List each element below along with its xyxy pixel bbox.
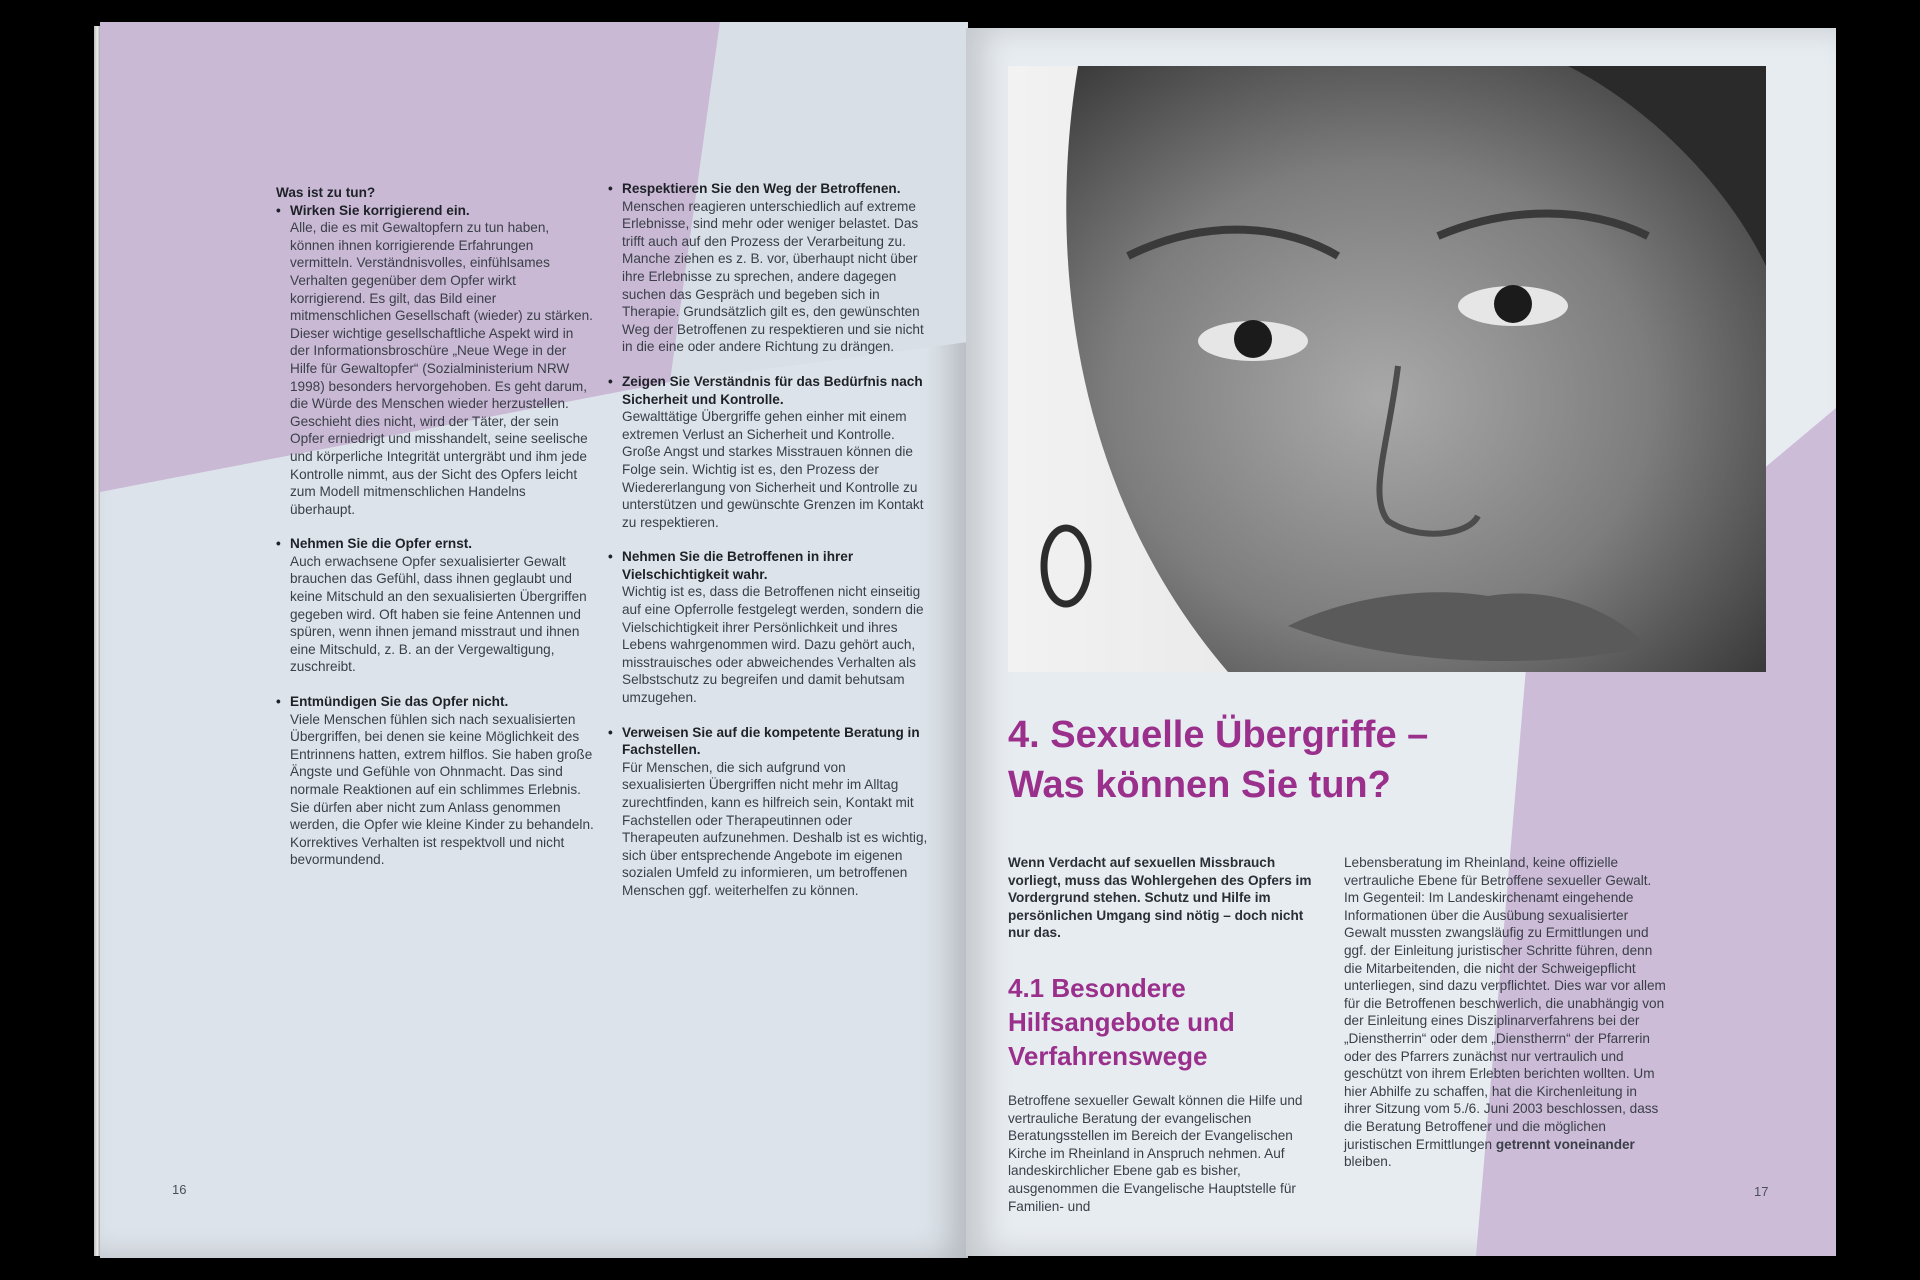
list-item: • Wirken Sie korrigierend ein. Alle, die es mit Gewaltopfern zu tun haben, können ihnen korrigierende Erfahrungen vermitteln. Verständnisvolles, einfühlsames Verhalten gegenüber dem Opfer wirkt korrigierend. Es gilt, das Bild einer mitmenschlichen Gesellschaft (wieder) zu stärken. Dieser wichtige gesellschaftliche Aspekt wird in der Informationsbroschüre „Neue Wege in der Hilfe für Gewaltopfer“ (Sozialministerium NRW 1998) besonders hervorgehoben. Es geht darum, die Würde des Menschen wieder herzustellen. Geschieht dies nicht, wird der Täter, der sein Opfer erniedrigt und misshandelt, seine seelische und körperliche Integrität untergräbt und ihm jede Kontrolle nimmt, aus der Sicht des Opfers leicht zum Modell mitmenschlichen Handelns überhaupt. <box>276 202 593 517</box>
bullet-text: Menschen reagieren unterschiedlich auf extreme Erlebnisse, sind mehr oder weniger belastet. Das trifft auch auf den Prozess der Verarbeitung zu. Manche ziehen es z. B. vor, überhaupt nicht über ihre Erlebnisse zu sprechen, andere dagegen suchen das Gespräch und begeben sich in Therapie. Grundsätzlich gilt es, den gewünschten Weg der Betroffenen zu respektieren und sie nicht in die eine oder andere Richtung zu drängen. <box>622 198 924 355</box>
list-item: • Nehmen Sie die Opfer ernst. Auch erwachsene Opfer sexualisierter Gewalt brauchen das Gefühl, dass ihnen geglaubt und keine Mitschuld an den sexualisierten Übergriffen gegeben wird. Oft haben sie feine Antennen und spüren, wenn ihnen jemand misstraut und ihnen eine Mitschuld, z. B. an der Vergewaltigung, zuschreibt. <box>276 535 594 676</box>
body-text-left: Betroffene sexueller Gewalt können die Hilfe und vertrauliche Beratung der evangelischen Beratungsstellen im Bereich der Evangelischen Kirche im Rheinland in Anspruch nehmen. Auf landeskirchlicher Ebene gab es bisher, ausgenommen die Evangelische Hauptstelle für Familien- und <box>1008 1093 1303 1214</box>
list-item: • Nehmen Sie die Betroffenen in ihrer Vielschichtigkeit wahr. Wichtig ist es, dass die Betroffenen nicht einseitig auf eine Opferrolle festgelegt werden, sondern die Vielschichtigkeit ihrer Persönlichkeit und ihres Lebens wahrgenommen wird. Dazu gehört auch, misstrauisches oder abweichendes Verhalten als Selbstschutz zu begreifen und damit behutsam umzugehen. <box>608 548 930 706</box>
bullet-text: Wichtig ist es, dass die Betroffenen nicht einseitig auf eine Opferrolle festgelegt werden, sondern die Vielschichtigkeit ihrer Persönlichkeit und ihres Lebens wahrgenommen wird. Dazu gehört auch, misstrauisches oder abweichendes Verhalten als Selbstschutz zu begreifen und damit behutsam umzugehen. <box>622 584 924 706</box>
list-item: • Entmündigen Sie das Opfer nicht. Viele Menschen fühlen sich nach sexualisierten Übergriffen, bei denen sie keine Möglichkeit des Entrinnens hatten, extrem hilflos. Sie haben große Ängste und Gefühle von Ohnmacht. Das sind normale Reaktionen auf ein schlimmes Erlebnis. Sie dürfen aber nicht zum Anlass genommen werden, die Opfer wie kleine Kinder zu behandeln. Korrektives Verhalten ist respektvoll und nicht bevormundend. <box>276 694 594 868</box>
list-item: • Zeigen Sie Verständnis für das Bedürfnis nach Sicherheit und Kontrolle. Gewalttätige Übergriffe gehen einher mit einem extremen Verlust an Sicherheit und Kontrolle. Große Angst und starkes Misstrauen können die Folge sein. Wichtig ist es, den Prozess der Wiedererlangung von Sicherheit und Kontrolle zu unterstützen und gewünschte Grenzen im Kontakt zu respektieren. <box>608 373 930 531</box>
bullet-title: Wirken Sie korrigierend ein. <box>290 202 470 218</box>
bullet-text: Auch erwachsene Opfer sexualisierter Gewalt brauchen das Gefühl, dass ihnen geglaubt und keine Mitschuld an den sexualisierten Übergriffen gegeben wird. Oft haben sie feine Antennen und spüren, wenn ihnen jemand misstraut und ihnen eine Mitschuld, z. B. an der Vergewaltigung, zuschreibt. <box>290 553 587 675</box>
section-title <box>1008 971 1235 1073</box>
bullet-title: Verweisen Sie auf die kompetente Beratung in Fachstellen. <box>622 724 920 758</box>
chapter-title-line1: 4. Sexuelle Übergriffe – <box>1008 714 1429 756</box>
emphasis-text: getrennt voneinander <box>1495 1136 1635 1152</box>
bullet-title: Respektieren Sie den Weg der Betroffenen. <box>622 181 901 196</box>
list-item: • Verweisen Sie auf die kompetente Beratung in Fachstellen. Für Menschen, die sich aufgrund von sexualisierten Übergriffen nicht mehr im Alltag zurechtfinden, kann es hilfreich sein, Kontakt mit Fachstellen oder Therapeutinnen oder Therapeuten aufzunehmen. Deshalb ist es wichtig, sich über entsprechende Angebote im eigenen sozialen Umfeld zu informieren, um betroffenen Menschen ggf. weiterhelfen zu können. <box>608 724 930 900</box>
list-item: • Respektieren Sie den Weg der Betroffenen. Menschen reagieren unterschiedlich auf extreme Erlebnisse, sind mehr oder weniger belastet. Das trifft auch auf den Prozess der Verarbeitung zu. Manche ziehen es z. B. vor, überhaupt nicht über ihre Erlebnisse zu sprechen, andere dagegen suchen das Gespräch und begeben sich in Therapie. Grundsätzlich gilt es, den gewünschten Weg der Betroffenen zu respektieren und sie nicht in die eine oder andere Richtung zu drängen. <box>608 180 930 356</box>
bullet-title: Entmündigen Sie das Opfer nicht. <box>290 694 509 710</box>
page-number-right: 17 <box>1754 1184 1769 1199</box>
chapter-title <box>1008 710 1428 810</box>
bullet-text: Für Menschen, die sich aufgrund von sexualisierten Übergriffen nicht mehr im Alltag zurechtfinden, kann es hilfreich sein, Kontakt mit Fachstellen oder Therapeutinnen oder Therapeuten aufzunehmen. Deshalb ist es wichtig, sich über entsprechende Angebote im eigenen sozialen Umfeld zu informieren, um betroffenen Menschen ggf. weiterhelfen zu können. <box>622 759 928 898</box>
intro-paragraph: Wenn Verdacht auf sexuellen Missbrauch vorliegt, muss das Wohlergehen des Opfers im Vordergrund stehen. Schutz und Hilfe im persönlichen Umgang sind nötig – doch nicht nur das. <box>1008 855 1312 941</box>
bullet-title: Zeigen Sie Verständnis für das Bedürfnis nach Sicherheit und Kontrolle. <box>622 373 923 407</box>
page-number-left: 16 <box>172 1182 187 1197</box>
bullet-text: Viele Menschen fühlen sich nach sexualisierten Übergriffen, bei denen sie keine Möglichkeit des Entrinnens hatten, extrem hilflos. Sie haben große Ängste und Gefühle von Ohnmacht. Das sind normale Reaktionen auf ein schlimmes Erlebnis. Sie dürfen aber nicht zum Anlass genommen werden, die Opfer wie kleine Kinder zu behandeln. Korrektives Verhalten ist respektvoll und nicht bevormundend. <box>290 711 594 868</box>
section-title-line1: 4.1 Besondere <box>1008 973 1186 1003</box>
portrait-photo <box>1008 66 1766 672</box>
left-column-2 <box>608 180 930 917</box>
bullet-text: Alle, die es mit Gewaltopfern zu tun haben, können ihnen korrigierende Erfahrungen vermitteln. Verständnisvolles, einfühlsames Verhalten gegenüber dem Opfer wirkt korrigierend. Es gilt, das Bild einer mitmenschlichen Gesellschaft (wieder) zu stärken. Dieser wichtige gesellschaftliche Aspekt wird in der Informationsbroschüre „Neue Wege in der Hilfe für Gewaltopfer“ (Sozialministerium NRW 1998) besonders hervorgehoben. Es geht darum, die Würde des Menschen wieder herzustellen. Geschieht dies nicht, wird der Täter, der sein Opfer erniedrigt und misshandelt, seine seelische und körperliche Integrität untergräbt und ihm jede Kontrolle nimmt, aus der Sicht des Opfers leicht zum Modell mitmenschlichen Handelns überhaupt. <box>290 220 593 517</box>
section-heading: Was ist zu tun? <box>276 185 376 200</box>
section-title-line2: Hilfsangebote und <box>1008 1007 1235 1037</box>
bullet-text: Gewalttätige Übergriffe gehen einher mit einem extremen Verlust an Sicherheit und Kontrolle. Große Angst und starkes Misstrauen können die Folge sein. Wichtig ist es, den Prozess der Wiedererlangung von Sicherheit und Kontrolle zu unterstützen und gewünschte Grenzen im Kontakt zu respektieren. <box>622 409 924 530</box>
right-page <box>966 28 1836 1256</box>
bullet-title: Nehmen Sie die Betroffenen in ihrer Vielschichtigkeit wahr. <box>622 549 854 582</box>
section-title-line3: Verfahrenswege <box>1008 1041 1208 1071</box>
bullet-title: Nehmen Sie die Opfer ernst. <box>290 536 473 552</box>
chapter-title-line2: Was können Sie tun? <box>1008 764 1391 806</box>
left-page <box>100 22 968 1258</box>
left-column-1 <box>276 184 594 886</box>
body-text-right: Lebensberatung im Rheinland, keine offizielle vertrauliche Ebene für Betroffene sexueller Gewalt. Im Gegenteil: Im Landeskirchenamt eingehende Informationen über die Ausübung sexualisierter Gewalt mussten zwangsläufig zu Ermittlungen und ggf. der Einleitung juristischer Schritte führen, denn die Mitarbeitenden, die nicht der Schweigepflicht unterliegen, sind dazu verpflichtet. Dies war vor allem für die Betroffenen beschwerlich, die unabhängig von der Einleitung eines Disziplinarverfahrens bei der „Dienstherrin“ oder dem „Dienstherrn“ der Pfarrerin oder des Pfarrers zunächst nur vertraulich und geschützt von ihrem Erlebten berichten wollten. Um hier Abhilfe zu schaffen, hat die Kirchenleitung in ihrer Sitzung vom 5./6. Juni 2003 beschlossen, dass die Beratung Betroffener und die möglichen juristischen Ermittlungen getrennt voneinander bleiben. <box>1344 855 1666 1170</box>
